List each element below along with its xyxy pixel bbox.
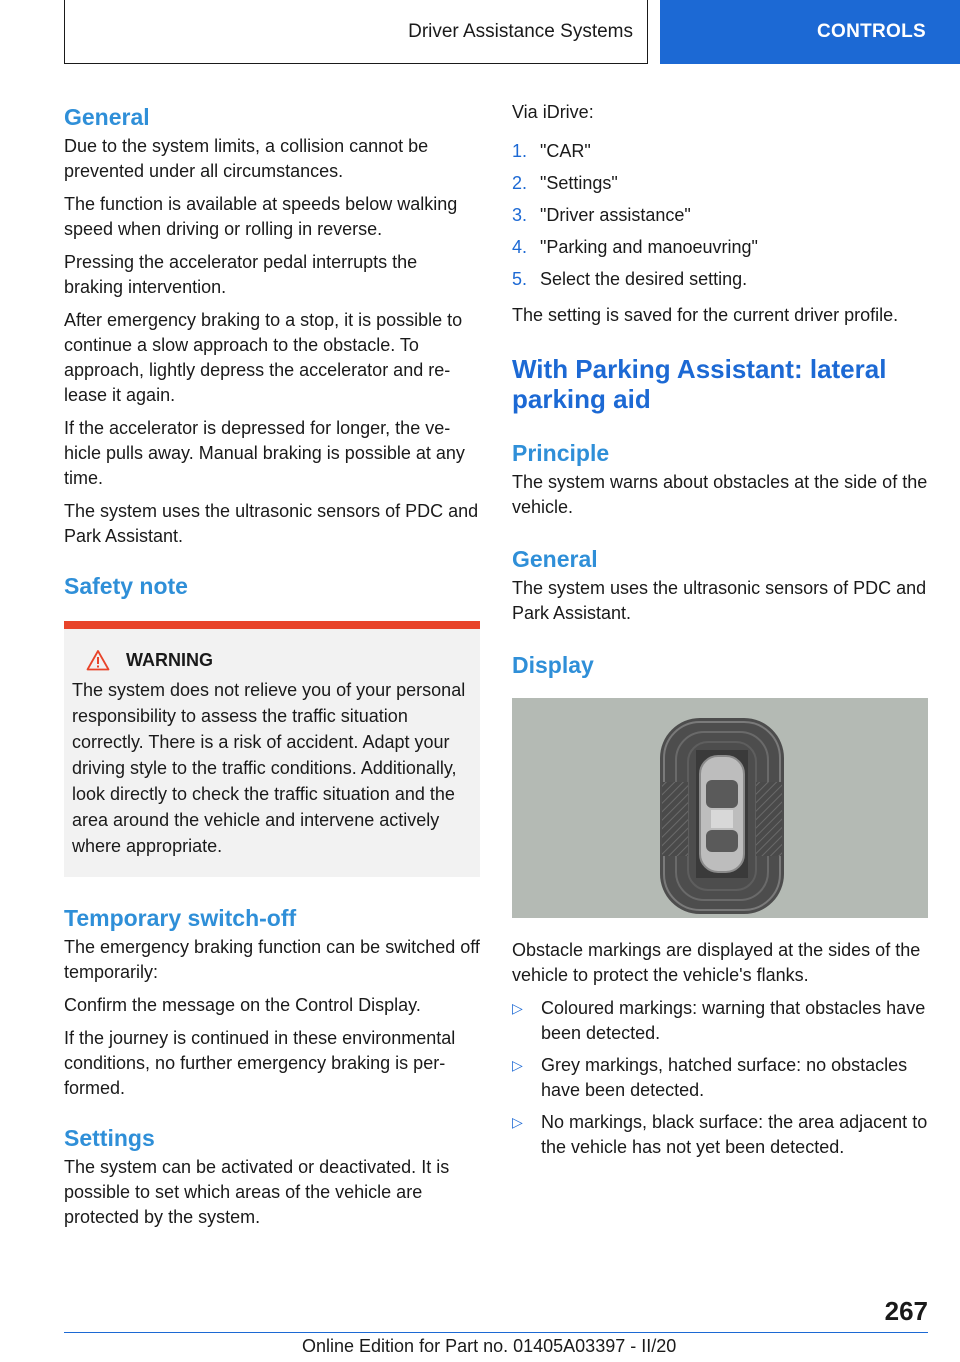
bullet-triangle-icon: ▷ [512,1057,523,1073]
paragraph: The system warns about obstacles at the side of the vehicle. [512,472,928,517]
chapter-title: CONTROLS [816,21,926,42]
step-text: Select the desired setting. [540,269,748,289]
parking-aid-display-image [512,698,928,918]
list-item [512,199,928,231]
heading-general: General [64,104,150,130]
paragraph: Due to the system limits, a collision cannot be prevented under all circumstances. [64,136,429,181]
paragraph: If the accelerator is depressed for longer, the vehicle pulls away. Manual braking is possible at any time. [64,418,465,488]
paragraph: Pressing the accelerator pedal interrupts the braking intervention. [64,252,418,297]
paragraph: The system can be activated or deactivated. It is possible to set which areas of the vehicle are protected by the system. [64,1157,450,1227]
heading-display: Display [512,652,594,678]
idrive-intro: Via iDrive: [512,102,594,122]
step-number: 5. [512,269,528,289]
warning-label: WARNING [126,650,213,670]
step-text: "CAR" [540,141,591,161]
page-number: 267 [884,1296,928,1326]
heading-general-right: General [512,546,598,572]
paragraph: After emergency braking to a stop, it is possible to continue a slow approach to the obstacle. To approach, lightly depress the accelerator and release it again. [64,310,463,405]
list-item [512,135,928,167]
vehicle-top-view-graphic [512,698,928,918]
paragraph: The system uses the ultrasonic sensors of PDC and Park Assistant. [64,501,479,546]
bullet-text: Coloured markings: warning that obstacles have been detected. [541,998,926,1043]
footer-rule [64,1332,928,1333]
list-item [512,996,928,1046]
paragraph: The setting is saved for the current driver profile. [512,305,899,325]
heading-safety-note: Safety note [64,573,188,599]
left-column [64,100,480,1238]
step-number: 2. [512,173,528,193]
section-title: Driver Assistance Systems [408,20,633,42]
list-item [512,1053,928,1103]
list-item [512,167,928,199]
marking-list [512,996,928,1160]
step-number: 4. [512,237,528,257]
warning-text: The system does not relieve you of your personal responsibility to assess the traffic situation correctly. There is a risk of accident. Adapt your driving style to the traffic conditions. Additionally, look directly to check the traffic situation and the area around the vehicle and intervene actively where appropriate. [72,680,466,856]
step-text: "Driver assistance" [540,205,691,225]
paragraph: If the journey is continued in these environmental conditions, no further emergency braking is performed. [64,1028,456,1098]
running-header-section [64,0,648,64]
warning-bar [64,621,480,629]
list-item [512,231,928,263]
heading-temporary-switch-off: Temporary switch-off [64,905,297,931]
bullet-triangle-icon: ▷ [512,1114,523,1130]
heading-settings: Settings [64,1125,155,1151]
paragraph: Confirm the message on the Control Display. [64,995,421,1015]
idrive-steps [512,135,928,295]
bullet-triangle-icon: ▷ [512,1000,523,1016]
bullet-text: No markings, black surface: the area adjacent to the vehicle has not yet been detected. [541,1112,928,1157]
footer-edition: Online Edition for Part no. 01405A03397 - II/20 [302,1336,677,1356]
list-item [512,1110,928,1160]
step-number: 1. [512,141,528,161]
bullet-text: Grey markings, hatched surface: no obstacles have been detected. [541,1055,908,1100]
paragraph: The system uses the ultrasonic sensors of PDC and Park Assistant. [512,578,927,623]
paragraph: The function is available at speeds below walking speed when driving or rolling in reverse. [64,194,458,239]
step-text: "Settings" [540,173,618,193]
running-header-chapter [660,0,960,64]
list-item [512,263,928,295]
heading-principle: Principle [512,440,610,466]
right-column [512,100,928,1167]
warning-box [64,629,480,877]
warning-title [72,647,470,673]
paragraph: The emergency braking function can be switched off temporarily: [64,937,480,982]
step-number: 3. [512,205,528,225]
image-caption: Obstacle markings are displayed at the sides of the vehicle to protect the vehicle's flanks. [512,940,921,985]
step-text: "Parking and manoeuvring" [540,237,758,257]
heading-lateral-parking-aid: With Parking Assistant: lateral parking aid [512,354,887,414]
warning-icon [86,649,110,671]
